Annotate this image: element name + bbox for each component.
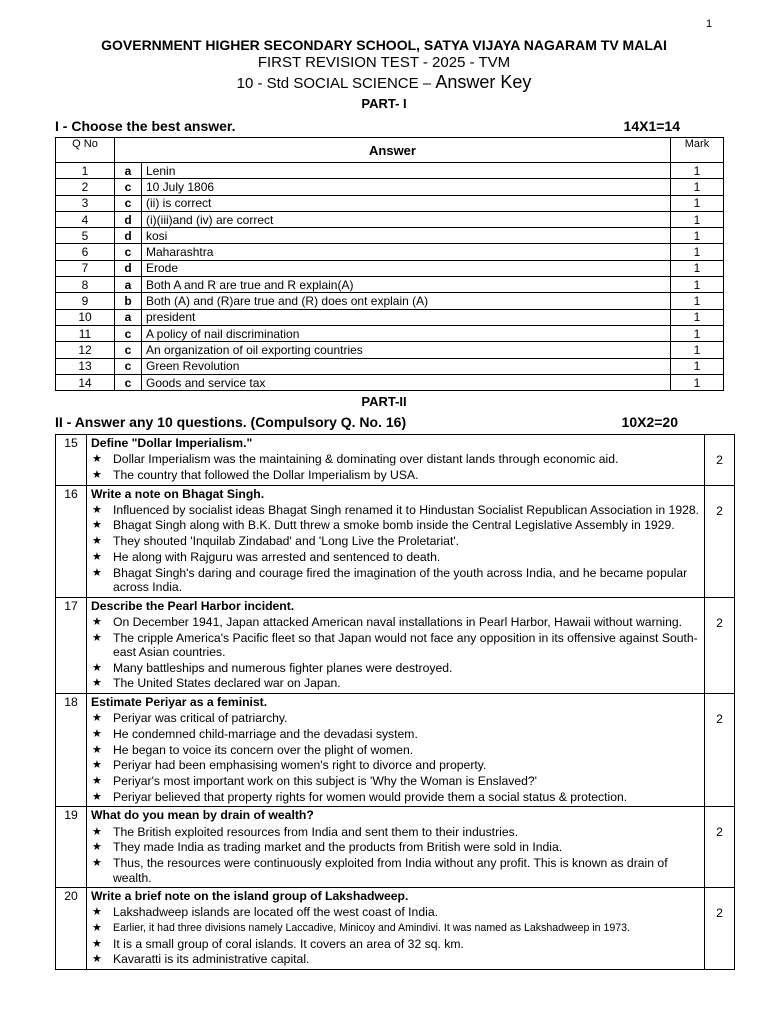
answer-point — [91, 518, 700, 533]
answer-point — [91, 825, 700, 840]
answer-point — [91, 503, 700, 518]
star-bullet-icon: ★ — [92, 566, 102, 579]
table-row — [56, 342, 724, 358]
part1-table-body — [56, 163, 724, 391]
answer-point-text: On December 1941, Japan attacked American naval installations in Pearl Harbor, Hawaii without warning. — [113, 614, 683, 629]
mark-value: 1 — [671, 211, 724, 227]
option-letter: a — [115, 309, 142, 325]
star-bullet-icon: ★ — [92, 661, 102, 674]
table-row — [56, 260, 724, 276]
answer-point-text: Kavaratti is its administrative capital. — [113, 952, 310, 967]
mark-value: 1 — [671, 325, 724, 341]
answer-text: Green Revolution — [142, 358, 671, 374]
mark-value: 2 — [705, 888, 735, 970]
question-title: Describe the Pearl Harbor incident. — [91, 598, 295, 613]
table-row — [56, 277, 724, 293]
mark-value: 1 — [671, 374, 724, 390]
answer-text: A policy of nail discrimination — [142, 325, 671, 341]
option-letter: c — [115, 195, 142, 211]
answer-text: (i)(iii)and (iv) are correct — [142, 211, 671, 227]
question-row — [56, 694, 735, 807]
answer-point — [91, 661, 700, 676]
question-row — [56, 485, 735, 597]
question-number: 19 — [56, 807, 87, 888]
table-row — [56, 211, 724, 227]
answer-point — [91, 905, 700, 920]
part1-marks: 14X1=14 — [623, 118, 680, 134]
answer-point-text: Periyar's most important work on this subject is 'Why the Woman is Enslaved?' — [113, 774, 537, 789]
mark-value: 2 — [705, 694, 735, 807]
col-mark: Mark — [671, 138, 724, 163]
answer-point-text: The cripple America's Pacific fleet so that Japan would not face any opposition in its offensive against South-east Asian countries. — [113, 630, 698, 660]
question-number: 20 — [56, 888, 87, 970]
question-number: 2 — [56, 179, 115, 195]
answer-point-text: He along with Rajguru was arrested and sentenced to death. — [113, 549, 441, 564]
star-bullet-icon: ★ — [92, 631, 102, 644]
table-row — [56, 293, 724, 309]
part1-title: PART- I — [361, 96, 407, 111]
star-bullet-icon: ★ — [92, 825, 102, 838]
subject-title — [0, 72, 768, 93]
option-letter: c — [115, 325, 142, 341]
star-bullet-icon: ★ — [92, 743, 102, 756]
question-row — [56, 435, 735, 486]
table-row — [56, 244, 724, 260]
answer-text: kosi — [142, 228, 671, 244]
mark-value: 2 — [705, 485, 735, 597]
question-number: 4 — [56, 211, 115, 227]
question-number: 5 — [56, 228, 115, 244]
answer-text: Lenin — [142, 163, 671, 179]
answer-point — [91, 676, 700, 691]
question-number: 6 — [56, 244, 115, 260]
answer-point — [91, 921, 700, 936]
mark-value: 1 — [671, 195, 724, 211]
table-row — [56, 374, 724, 390]
col-answer: Answer — [115, 138, 671, 163]
answer-point-text: Periyar believed that property rights for women would provide them a social status & protection. — [113, 789, 628, 804]
col-qno: Q No — [56, 138, 115, 163]
answer-point-text: They shouted 'Inquilab Zindabad' and 'Long Live the Proletariat'. — [113, 534, 460, 549]
star-bullet-icon: ★ — [92, 550, 102, 563]
option-letter: d — [115, 228, 142, 244]
question-row — [56, 807, 735, 888]
question-number: 13 — [56, 358, 115, 374]
answer-point — [91, 468, 700, 483]
star-bullet-icon: ★ — [92, 503, 102, 516]
star-bullet-icon: ★ — [92, 519, 102, 532]
answer-text: Both A and R are true and R explain(A) — [142, 277, 671, 293]
question-number: 3 — [56, 195, 115, 211]
answer-point-text: Dollar Imperialism was the maintaining & dominating over distant lands through economic aid. — [113, 452, 619, 467]
question-body — [87, 807, 705, 888]
question-number: 17 — [56, 597, 87, 693]
answer-point-text: He condemned child-marriage and the devadasi system. — [113, 727, 418, 741]
answer-text: Maharashtra — [142, 244, 671, 260]
answer-text: An organization of oil exporting countries — [142, 342, 671, 358]
answer-point-text: Bhagat Singh along with B.K. Dutt threw a smoke bomb inside the Central Legislative Assembly in 1929. — [113, 518, 675, 533]
test-title: FIRST REVISION TEST - 2025 - TVM — [257, 54, 511, 71]
star-bullet-icon: ★ — [92, 841, 102, 854]
answer-text: Erode — [142, 260, 671, 276]
answer-point — [91, 856, 700, 885]
star-bullet-icon: ★ — [92, 468, 102, 481]
answer-point-text: Bhagat Singh's daring and courage fired the imagination of the youth across India, and he became popular across India. — [113, 565, 688, 594]
mark-value: 1 — [671, 228, 724, 244]
answer-point — [91, 743, 700, 758]
question-title: Define "Dollar Imperialism." — [91, 436, 253, 450]
answer-point-text: Periyar had been emphasising women's right to divorce and property. — [113, 758, 487, 773]
answer-point — [91, 615, 700, 630]
question-number: 11 — [56, 325, 115, 341]
mark-value: 1 — [671, 179, 724, 195]
mark-value: 1 — [671, 163, 724, 179]
answer-text: Goods and service tax — [142, 374, 671, 390]
star-bullet-icon: ★ — [92, 615, 102, 628]
mark-value: 2 — [705, 597, 735, 693]
answer-point — [91, 937, 700, 952]
question-number: 1 — [56, 163, 115, 179]
table-row — [56, 358, 724, 374]
answer-point — [91, 952, 700, 967]
answer-point — [91, 452, 700, 467]
answer-point — [91, 790, 700, 805]
table-row — [56, 195, 724, 211]
question-title: Estimate Periyar as a feminist. — [91, 695, 268, 710]
part1-section-heading — [55, 118, 680, 134]
star-bullet-icon: ★ — [92, 906, 102, 919]
option-letter: a — [115, 277, 142, 293]
question-number: 15 — [56, 435, 87, 486]
table-row — [56, 163, 724, 179]
star-bullet-icon: ★ — [92, 535, 102, 548]
option-letter: b — [115, 293, 142, 309]
part2-section-heading — [55, 414, 680, 430]
page-number: 1 — [706, 18, 713, 30]
school-name: GOVERNMENT HIGHER SECONDARY SCHOOL, SATYA VIJAYA NAGARAM TV MALAI — [101, 37, 667, 53]
answer-point — [91, 631, 700, 660]
question-body — [87, 485, 705, 597]
option-letter: c — [115, 342, 142, 358]
question-row — [56, 597, 735, 693]
part1-table-header — [56, 138, 724, 163]
part2-answer-table — [55, 434, 735, 970]
mark-value: 1 — [671, 309, 724, 325]
part1-answer-table — [55, 137, 724, 391]
answer-point — [91, 840, 700, 855]
answer-key-label: Answer Key — [435, 72, 532, 92]
table-row — [56, 228, 724, 244]
question-number: 8 — [56, 277, 115, 293]
star-bullet-icon: ★ — [92, 712, 102, 725]
option-letter: c — [115, 179, 142, 195]
answer-point — [91, 758, 700, 773]
option-letter: c — [115, 374, 142, 390]
star-bullet-icon: ★ — [92, 453, 102, 466]
answer-point — [91, 711, 700, 726]
question-body — [87, 694, 705, 807]
question-title: Write a brief note on the island group of Lakshadweep. — [91, 889, 409, 904]
star-bullet-icon: ★ — [92, 775, 102, 788]
answer-point — [91, 550, 700, 565]
question-number: 7 — [56, 260, 115, 276]
question-body — [87, 435, 705, 486]
question-number: 10 — [56, 309, 115, 325]
star-bullet-icon: ★ — [92, 790, 102, 803]
question-title: Write a note on Bhagat Singh. — [91, 486, 265, 501]
question-body — [87, 888, 705, 970]
star-bullet-icon: ★ — [92, 728, 102, 740]
part2-table-body — [56, 435, 735, 970]
question-body — [87, 597, 705, 693]
mark-value: 1 — [671, 293, 724, 309]
option-letter: d — [115, 260, 142, 276]
question-number: 16 — [56, 485, 87, 597]
answer-point-text: He began to voice its concern over the plight of women. — [113, 742, 414, 757]
answer-point-text: Many battleships and numerous fighter planes were destroyed. — [113, 660, 453, 675]
answer-point-text: They made India as trading market and the products from British were sold in India. — [113, 840, 563, 855]
answer-point-text: It is a small group of coral islands. It covers an area of 32 sq. km. — [113, 936, 464, 951]
part2-section-text: II - Answer any 10 questions. (Compulsory Q. No. 16) — [55, 414, 407, 430]
answer-text: 10 July 1806 — [142, 179, 671, 195]
star-bullet-icon: ★ — [92, 953, 102, 966]
mark-value: 2 — [705, 807, 735, 888]
answer-point — [91, 534, 700, 549]
star-bullet-icon: ★ — [92, 677, 102, 690]
part2-marks: 10X2=20 — [621, 414, 678, 430]
question-title: What do you mean by drain of wealth? — [91, 808, 314, 823]
star-bullet-icon: ★ — [92, 759, 102, 772]
answer-point-text: The United States declared war on Japan. — [113, 676, 341, 691]
question-number: 14 — [56, 374, 115, 390]
answer-point-text: Thus, the resources were continuously exploited from India without any profit. This is known as drain of wealth. — [113, 856, 668, 885]
answer-point — [91, 727, 700, 742]
question-number: 9 — [56, 293, 115, 309]
mark-value: 1 — [671, 244, 724, 260]
table-row — [56, 179, 724, 195]
question-row — [56, 888, 735, 970]
star-bullet-icon: ★ — [92, 857, 102, 869]
answer-point-text: Periyar was critical of patriarchy. — [113, 711, 288, 726]
answer-point — [91, 774, 700, 789]
option-letter: c — [115, 358, 142, 374]
answer-point-text: The British exploited resources from India and sent them to their industries. — [113, 824, 519, 839]
mark-value: 1 — [671, 358, 724, 374]
star-bullet-icon: ★ — [92, 922, 102, 935]
table-row — [56, 325, 724, 341]
answer-point-text: Influenced by socialist ideas Bhagat Singh renamed it to Hindustan Socialist Republican Association in 1928. — [113, 502, 700, 517]
answer-point-text: Lakshadweep islands are located off the west coast of India. — [113, 905, 438, 920]
mark-value: 2 — [705, 435, 735, 486]
question-number: 18 — [56, 694, 87, 807]
table-row — [56, 309, 724, 325]
option-letter: c — [115, 244, 142, 260]
subject-prefix: 10 - Std SOCIAL SCIENCE – — [236, 75, 432, 92]
answer-text: Both (A) and (R)are true and (R) does ont explain (A) — [142, 293, 671, 309]
option-letter: a — [115, 163, 142, 179]
star-bullet-icon: ★ — [92, 937, 102, 950]
option-letter: d — [115, 211, 142, 227]
answer-text: (ii) is correct — [142, 195, 671, 211]
part1-section-text: I - Choose the best answer. — [55, 118, 236, 134]
part2-title: PART-II — [361, 394, 407, 409]
answer-text: president — [142, 309, 671, 325]
question-number: 12 — [56, 342, 115, 358]
answer-point — [91, 566, 700, 595]
mark-value: 1 — [671, 277, 724, 293]
mark-value: 1 — [671, 260, 724, 276]
answer-point-text: The country that followed the Dollar Imperialism by USA. — [113, 467, 419, 482]
mark-value: 1 — [671, 342, 724, 358]
answer-point-text: Earlier, it had three divisions namely Laccadive, Minicoy and Amindivi. It was named as Lakshadweep in 1973. — [113, 922, 631, 935]
